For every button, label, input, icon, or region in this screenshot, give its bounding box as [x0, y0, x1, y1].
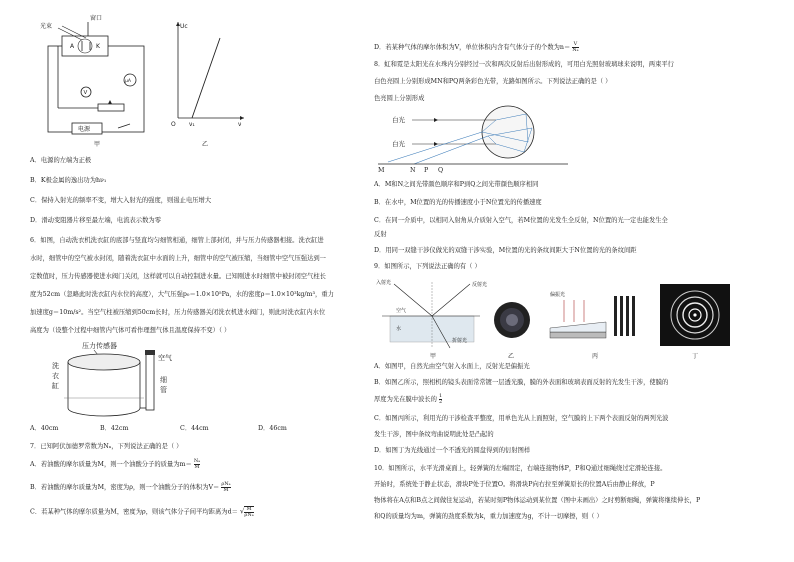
point-p-label: P [424, 167, 429, 174]
q6-line-4: 度为52cm（忽略此时洗衣缸内水位的高度），大气压强p₀＝1.0×10⁵Pa，水的密度ρ＝1.0×10³kg/m³，重力 [30, 291, 334, 298]
q6-line-6: 高度为（设整个过程中细管内气体可看作理想气体且温度保持不变）（ ） [30, 327, 231, 334]
q6-option-a: A．40cm [30, 425, 59, 432]
q6-line-3: 定数值时，压力传感器使进水阀门关闭，这样就可以自动控制进水量。已知刚进水时细管中被封闭空气柱长 [30, 273, 326, 280]
q8-option-c-1: C．在同一介质中，以相同入射角从介质射入空气，若M位置的光发生全反射，N位置的光一定也能发生全 [374, 217, 668, 224]
point-n-label: N [410, 167, 416, 174]
q7-stem: 7．已知阿伏加德罗常数为Nₐ，下列说法正确的是（ ） [30, 443, 183, 450]
pressure-sensor-label: 压力传感器 [82, 342, 117, 350]
window-label: 窗口 [90, 15, 103, 22]
light-beam-label: 光束 [40, 23, 53, 30]
q7-option-d [374, 42, 579, 53]
q9-option-c-1: C．如图丙所示，利用光的干涉检查平整度，用单色光从上面照射，空气膜的上下两个表面反射的两列光波 [374, 415, 669, 422]
q8-line-1: 8．虹和霓是太阳光在水珠内分别经过一次和两次反射后出射形成的，可用白光照射玻璃球来说明，两束平行 [374, 61, 674, 68]
q7-option-c-text: C．若某种气体的摩尔质量为M，密度为ρ，则该气体分子间平均距离为d＝ [30, 508, 238, 516]
point-m-label: M [378, 167, 385, 174]
air-label: 空气 [158, 354, 172, 362]
tank-label-1: 洗 [52, 362, 59, 370]
power-source-label: 电源 [78, 126, 91, 133]
fraction-numerator: 1 [438, 393, 443, 399]
y-axis-label: Uᴄ [180, 23, 188, 30]
q9-option-b-fraction [439, 394, 442, 405]
polarized-light-label: 偏振光 [550, 292, 566, 298]
water-medium-label: 水 [396, 326, 402, 332]
x-axis-label: ν [238, 121, 242, 128]
figure-yi-caption: 乙 [508, 353, 515, 360]
refracted-light-label: 折射光 [452, 338, 468, 344]
tank-label-2: 衣 [52, 372, 59, 380]
q9-option-c-2: 发生干涉，图中条纹弯曲说明此处是凸起的 [374, 431, 494, 438]
q5-option-d: D．滑动变阻器片移至最左端，电流表示数为零 [30, 217, 161, 224]
fraction-numerator: V [573, 41, 578, 47]
q8-option-d: D．用同一双缝干涉仪做光的双缝干涉实验，M位置的光的条纹间距大于N位置的光的条纹间距 [374, 247, 637, 254]
fraction-denominator: M [194, 464, 200, 470]
q7-option-d-fraction [572, 42, 578, 53]
q8-option-a: A．M和N之间光带颜色顺序和P到Q之间光带颜色顺序相同 [374, 181, 539, 188]
q6-line-5: 加速度g＝10m/s²。当空气柱被压缩到50cm长时，压力传感器关闭洗衣机进水阀门，则此时洗衣缸内水位 [30, 309, 326, 316]
q6-option-d: D．46cm [258, 425, 287, 432]
figure-circuit-jia [38, 8, 150, 148]
fraction-denominator: Nₐ [572, 47, 579, 53]
fraction-numerator: Nₐ [193, 458, 201, 464]
sqrt-sign: √ [239, 507, 245, 516]
q7-option-c [30, 506, 254, 518]
figure-yi-caption: 乙 [202, 141, 209, 148]
fraction-numerator: M [244, 507, 253, 513]
q10-line-2: 开始时，系统处于静止状态，滑块P处于位置O。将滑块P向右拉至弹簧原长的位置A后由静止释放，P [374, 481, 655, 488]
q7-option-d-text: D．若某种气体的摩尔体积为V，单位体积内含有气体分子的个数为n＝ [374, 44, 571, 51]
air-medium-label: 空气 [396, 308, 407, 314]
figure-rainbow-ball [378, 102, 598, 168]
interference-fringes [614, 296, 635, 336]
q9-option-b-2 [374, 394, 442, 405]
q6-option-c: C．44cm [180, 425, 209, 432]
q7-option-b [30, 482, 231, 493]
q7-option-a-fraction [194, 459, 200, 470]
q5-option-c: C．保持入射光的频率不变，增大入射光的强度，则遏止电压增大 [30, 197, 212, 204]
tube-label-1: 细 [160, 376, 167, 384]
origin-label: O [171, 121, 176, 128]
white-light-label-2: 白光 [392, 140, 405, 148]
incident-light-label: 入射光 [376, 280, 392, 286]
q9-option-b-1: B．如图乙所示，照相机的镜头表面常常镀一层透光膜，膜的外表面和玻璃表面反射的光发生干涉，使膜的 [374, 379, 669, 386]
fraction-denominator: ρNₐ [244, 512, 254, 518]
q6-line-2: 水时，细管中的空气被水封闭，随着洗衣缸中水面的上升，细管中的空气被压缩，当细管中空气压强达到一 [30, 255, 326, 262]
figure-ding-caption: 丁 [692, 353, 699, 360]
figure-washing-tank [34, 338, 184, 420]
figure-jia-caption: 甲 [94, 141, 101, 148]
q6-line-1: 6．如图，自动洗衣机洗衣缸的底部与竖直均匀细管相通，细管上部封闭，并与压力传感器相接。洗衣缸进 [30, 237, 324, 244]
point-q-label: Q [438, 167, 444, 174]
q8-line-2: 白色亮圆上分别形成MN和PQ两条彩色光带，光路如图所示。下列说法正确的是（ ） [374, 78, 612, 85]
figure-graph-yi [158, 18, 248, 148]
q9-option-b-2-text: 厚度为光在膜中波长的 [374, 396, 437, 403]
q10-line-4: 和Q的质量均为m，弹簧的劲度系数为k，重力加速度为g，不计一切摩擦，则（ ） [374, 513, 603, 520]
q6-option-b: B．42cm [100, 425, 129, 432]
q10-line-3: 物体将在A点和B点之间做往复运动，若某时刻P物体运动到某位置（图中未画出）之时剪断细绳，弹簧将继续伸长，P [374, 497, 701, 504]
figure-bing-caption: 丙 [592, 353, 599, 360]
fraction-denominator: 2 [438, 399, 443, 405]
tube-label-2: 管 [160, 386, 167, 394]
microammeter-label: μA [125, 79, 131, 84]
white-light-label-1: 白光 [392, 116, 405, 124]
q9-stem: 9．如图所示，下列说法正确的有（ ） [374, 263, 481, 270]
q7-option-c-fraction [244, 506, 253, 518]
voltmeter-label: V [83, 90, 88, 96]
fraction-numerator: ρNₐ [221, 481, 231, 487]
q8-line-3: 色亮圆上分别形成 [374, 95, 425, 102]
q10-line-1: 10．如图所示，水平光滑桌面上，轻弹簧的左端固定，右端连接物体P，P和Q通过细绳绕过定滑轮连接。 [374, 465, 667, 472]
q9-option-d: D．如图丁为光线通过一个不透光的圆盘得到的衍射图样 [374, 447, 531, 454]
reflected-light-label: 反射光 [472, 282, 488, 288]
q7-option-a [30, 459, 200, 470]
q5-option-b: B．K极金属的逸出功为hν₁ [30, 177, 107, 184]
q5-option-a: A．电源的左端为正极 [30, 157, 92, 164]
q8-option-c-2: 反射 [374, 231, 387, 238]
q7-option-b-text: B．若油酸的摩尔质量为M，密度为ρ，则一个油酸分子的体积为V＝ [30, 484, 220, 491]
threshold-freq-label: ν₁ [189, 121, 195, 128]
figure-jia-caption: 甲 [430, 353, 437, 360]
fraction-denominator: M [223, 487, 229, 493]
q8-option-b: B．在水中，M位置的光的传播速度小于N位置光的传播速度 [374, 199, 542, 206]
tube-cathode-label: K [96, 43, 100, 50]
tube-anode-label: A [70, 43, 75, 50]
tank-label-3: 缸 [52, 382, 59, 390]
q9-option-a: A．如图甲，自然光由空气射入水面上，反射光是偏振光 [374, 363, 530, 370]
figure-optics-row [374, 276, 744, 360]
q7-option-a-text: A．若油酸的摩尔质量为M，则一个油酸分子的质量为m＝ [30, 461, 192, 468]
q7-option-b-fraction [221, 482, 230, 493]
